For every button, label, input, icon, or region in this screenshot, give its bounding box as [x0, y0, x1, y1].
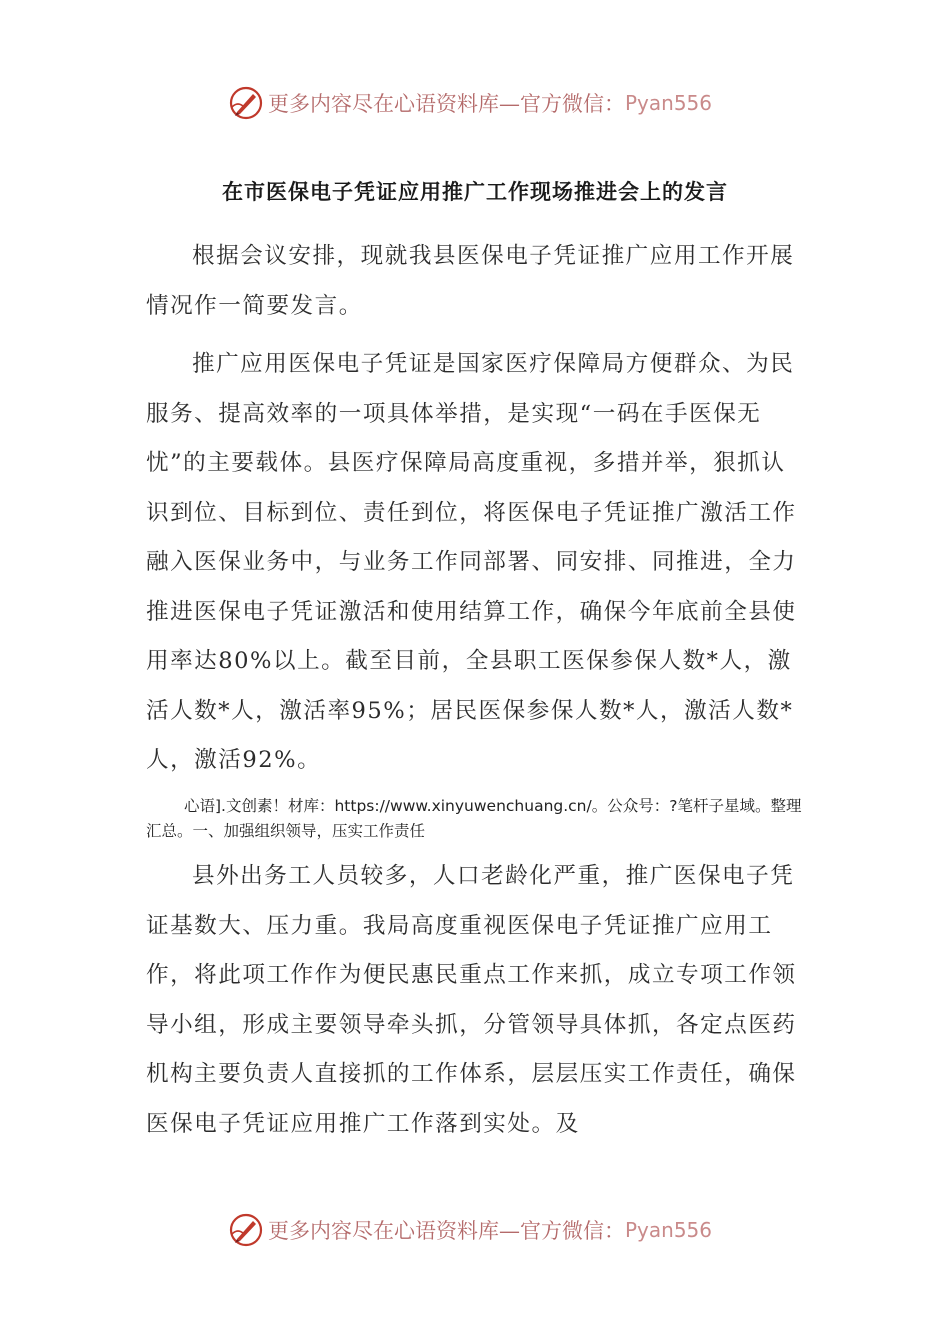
wechat-id: Pyan556	[625, 91, 713, 115]
banner-text: 更多内容尽在心语资料库—官方微信：	[268, 92, 625, 116]
source-note: 心语].文创素！材库：https://www.xinyuwenchuang.cn/。公众号：?笔杆子星域。整理汇总。一、加强组织领导，压实工作责任	[146, 797, 802, 840]
wechat-id: Pyan556	[625, 1218, 713, 1242]
paragraph-overview: 推广应用医保电子凭证是国家医疗保障局方便群众、为民服务、提高效率的一项具体举措，是实现“一码在手医保无忧”的主要载体。县医疗保障局高度重视，多措并举，狠抓认识到位、目标到位、责任到位，将医保电子凭证推广激活工作融入医保业务中，与业务工作同部署、同安排、同推进，全力推进医保电子凭证激活和使用结算工作，确保今年底前全县使用率达80%以上。截至目前，全县职工医保参保人数*人，激活人数*人，激活率95%；居民医保参保人数*人，激活人数*人，激活92%。	[146, 351, 797, 773]
banner-text: 更多内容尽在心语资料库—官方微信：	[268, 1219, 625, 1243]
header-banner	[228, 83, 712, 123]
paragraph-intro: 根据会议安排，现就我县医保电子凭证推广应用工作开展情况作一简要发言。	[146, 243, 795, 319]
pen-logo-icon	[228, 85, 264, 121]
paragraph-section-1: 县外出务工人员较多，人口老龄化严重，推广医保电子凭证基数大、压力重。我局高度重视医保电子凭证推广应用工作，将此项工作作为便民惠民重点工作来抓，成立专项工作领导小组，形成主要领导牵头抓，分管领导具体抓，各定点医药机构主要负责人直接抓的工作体系，层层压实工作责任，确保医保电子凭证应用推广工作落到实处。及	[146, 863, 797, 1137]
page-title: 在市医保电子凭证应用推广工作现场推进会上的发言	[222, 180, 728, 204]
pen-logo-icon	[228, 1212, 264, 1248]
footer-banner	[228, 1210, 712, 1250]
